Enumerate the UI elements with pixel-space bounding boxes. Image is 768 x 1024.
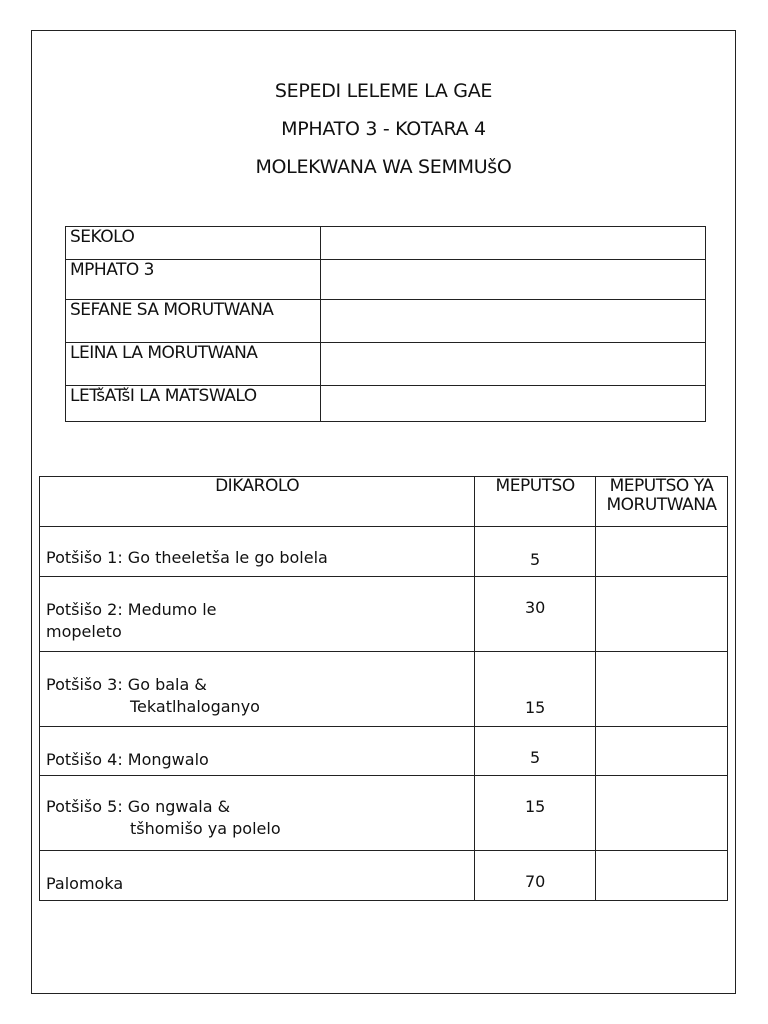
exam-type-title: MOLEKWANA WA SEMMUšO (255, 156, 512, 178)
info-value-name[interactable] (320, 343, 705, 386)
question-row (40, 727, 728, 776)
learner-marks-cell[interactable] (596, 727, 728, 776)
info-value-surname[interactable] (320, 300, 705, 343)
question-marks-value: 5 (530, 550, 541, 569)
question-marks (475, 652, 596, 727)
question-marks (475, 577, 596, 652)
subject-title: SEPEDI LELEME LA GAE (274, 80, 493, 102)
learner-marks-cell[interactable] (596, 652, 728, 727)
learner-marks-cell[interactable] (596, 577, 728, 652)
header-learner-marks (596, 477, 728, 527)
info-value-school[interactable] (320, 227, 705, 260)
question-label (40, 776, 475, 851)
info-row-surname (66, 300, 706, 343)
header-learner-marks-line1: MEPUTSO YA (609, 476, 714, 496)
total-label: Palomoka (46, 874, 124, 893)
question-marks (475, 527, 596, 577)
question-text-cont: Tekatlhaloganyo (130, 697, 260, 716)
header-marks: MEPUTSO (475, 477, 596, 527)
question-marks (475, 727, 596, 776)
info-row-grade (66, 260, 706, 300)
learner-marks-cell[interactable] (596, 527, 728, 577)
question-label (40, 727, 475, 776)
question-text-cont: mopeleto (46, 622, 122, 641)
total-label-cell (40, 851, 475, 901)
question-row (40, 652, 728, 727)
info-label-surname: SEFANE SA MORUTWANA (66, 300, 321, 343)
question-label (40, 527, 475, 577)
info-row-dob (66, 386, 706, 422)
question-marks-value: 15 (524, 698, 546, 717)
info-row-name (66, 343, 706, 386)
title-block (31, 72, 736, 186)
question-marks (475, 776, 596, 851)
learner-info-table (65, 226, 706, 422)
info-value-dob[interactable] (320, 386, 705, 422)
info-label-dob: LETšATšI LA MATSWALO (66, 386, 321, 422)
question-row (40, 577, 728, 652)
info-label-name: LEINA LA MORUTWANA (66, 343, 321, 386)
info-row-school (66, 227, 706, 260)
total-marks-cell (475, 851, 596, 901)
learner-total-cell[interactable] (596, 851, 728, 901)
question-row (40, 776, 728, 851)
marks-table (39, 476, 728, 901)
question-marks-value: 5 (530, 748, 541, 767)
question-marks-value: 15 (524, 797, 546, 816)
info-label-school: SEKOLO (66, 227, 321, 260)
question-text-cont: tšhomišo ya polelo (130, 819, 281, 838)
total-row (40, 851, 728, 901)
question-marks-value: 30 (524, 598, 546, 617)
total-marks-value: 70 (524, 872, 546, 891)
question-label (40, 577, 475, 652)
question-text: Potšišo 4: Mongwalo (46, 750, 209, 769)
question-text: Potšišo 5: Go ngwala & (46, 797, 231, 816)
question-text: Potšišo 1: Go theeletša le go bolela (46, 547, 328, 567)
question-label (40, 652, 475, 727)
grade-term-title: MPHATO 3 - KOTARA 4 (281, 118, 486, 140)
question-row (40, 527, 728, 577)
marks-header-row (40, 477, 728, 527)
info-value-grade[interactable] (320, 260, 705, 300)
question-text: Potšišo 3: Go bala & (46, 675, 207, 694)
header-section: DIKAROLO (40, 477, 475, 527)
learner-marks-cell[interactable] (596, 776, 728, 851)
header-learner-marks-line2: MORUTWANA (606, 495, 717, 515)
question-text: Potšišo 2: Medumo le (46, 600, 217, 619)
info-label-grade: MPHATO 3 (66, 260, 321, 300)
